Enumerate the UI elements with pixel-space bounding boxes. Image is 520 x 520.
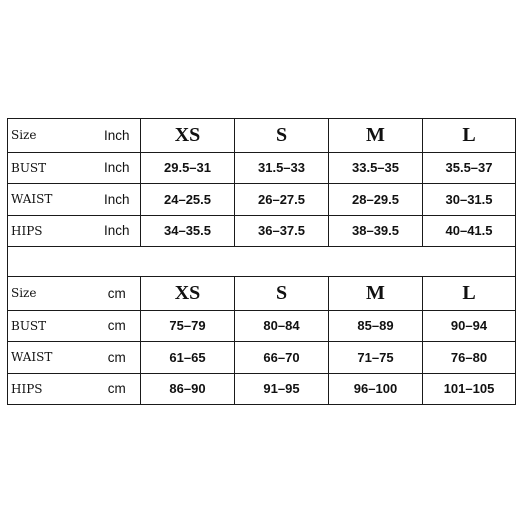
value-cell: 76–80 (423, 342, 516, 374)
row-label-waist: WAIST (8, 184, 80, 216)
value-cell: 38–39.5 (329, 215, 423, 247)
row-label-waist: WAIST (8, 342, 80, 374)
value-cell: 61–65 (141, 342, 235, 374)
size-header-s: S (235, 277, 329, 311)
value-cell: 34–35.5 (141, 215, 235, 247)
value-cell: 24–25.5 (141, 184, 235, 216)
value-cell: 33.5–35 (329, 152, 423, 184)
value-cell: 29.5–31 (141, 152, 235, 184)
value-cell: 28–29.5 (329, 184, 423, 216)
size-header-xs: XS (141, 119, 235, 153)
size-label: Size (8, 277, 80, 311)
row-unit: cm (80, 310, 141, 342)
size-header-l: L (423, 119, 516, 153)
size-label: Size (8, 119, 80, 153)
inch-waist-row (8, 184, 516, 216)
inch-bust-row (8, 152, 516, 184)
cm-waist-row (8, 342, 516, 374)
size-header-m: M (329, 119, 423, 153)
value-cell: 35.5–37 (423, 152, 516, 184)
size-header-s: S (235, 119, 329, 153)
row-label-bust: BUST (8, 310, 80, 342)
cm-header-row (8, 277, 516, 311)
value-cell: 26–27.5 (235, 184, 329, 216)
value-cell: 71–75 (329, 342, 423, 374)
unit-label: cm (80, 277, 141, 311)
value-cell: 86–90 (141, 373, 235, 405)
section-divider (8, 247, 516, 277)
value-cell: 30–31.5 (423, 184, 516, 216)
row-unit: cm (80, 373, 141, 405)
value-cell: 36–37.5 (235, 215, 329, 247)
size-header-l: L (423, 277, 516, 311)
value-cell: 85–89 (329, 310, 423, 342)
section-divider-row (8, 247, 516, 277)
value-cell: 101–105 (423, 373, 516, 405)
row-unit: cm (80, 342, 141, 374)
row-unit: Inch (80, 184, 141, 216)
cm-hips-row (8, 373, 516, 405)
value-cell: 66–70 (235, 342, 329, 374)
row-label-hips: HIPS (8, 215, 80, 247)
value-cell: 90–94 (423, 310, 516, 342)
row-unit: Inch (80, 152, 141, 184)
row-label-hips: HIPS (8, 373, 80, 405)
value-cell: 96–100 (329, 373, 423, 405)
size-header-m: M (329, 277, 423, 311)
value-cell: 31.5–33 (235, 152, 329, 184)
inch-hips-row (8, 215, 516, 247)
size-chart-table (7, 118, 516, 405)
value-cell: 91–95 (235, 373, 329, 405)
row-label-bust: BUST (8, 152, 80, 184)
cm-bust-row (8, 310, 516, 342)
unit-label: Inch (80, 119, 141, 153)
value-cell: 40–41.5 (423, 215, 516, 247)
value-cell: 75–79 (141, 310, 235, 342)
inch-header-row (8, 119, 516, 153)
size-header-xs: XS (141, 277, 235, 311)
row-unit: Inch (80, 215, 141, 247)
value-cell: 80–84 (235, 310, 329, 342)
